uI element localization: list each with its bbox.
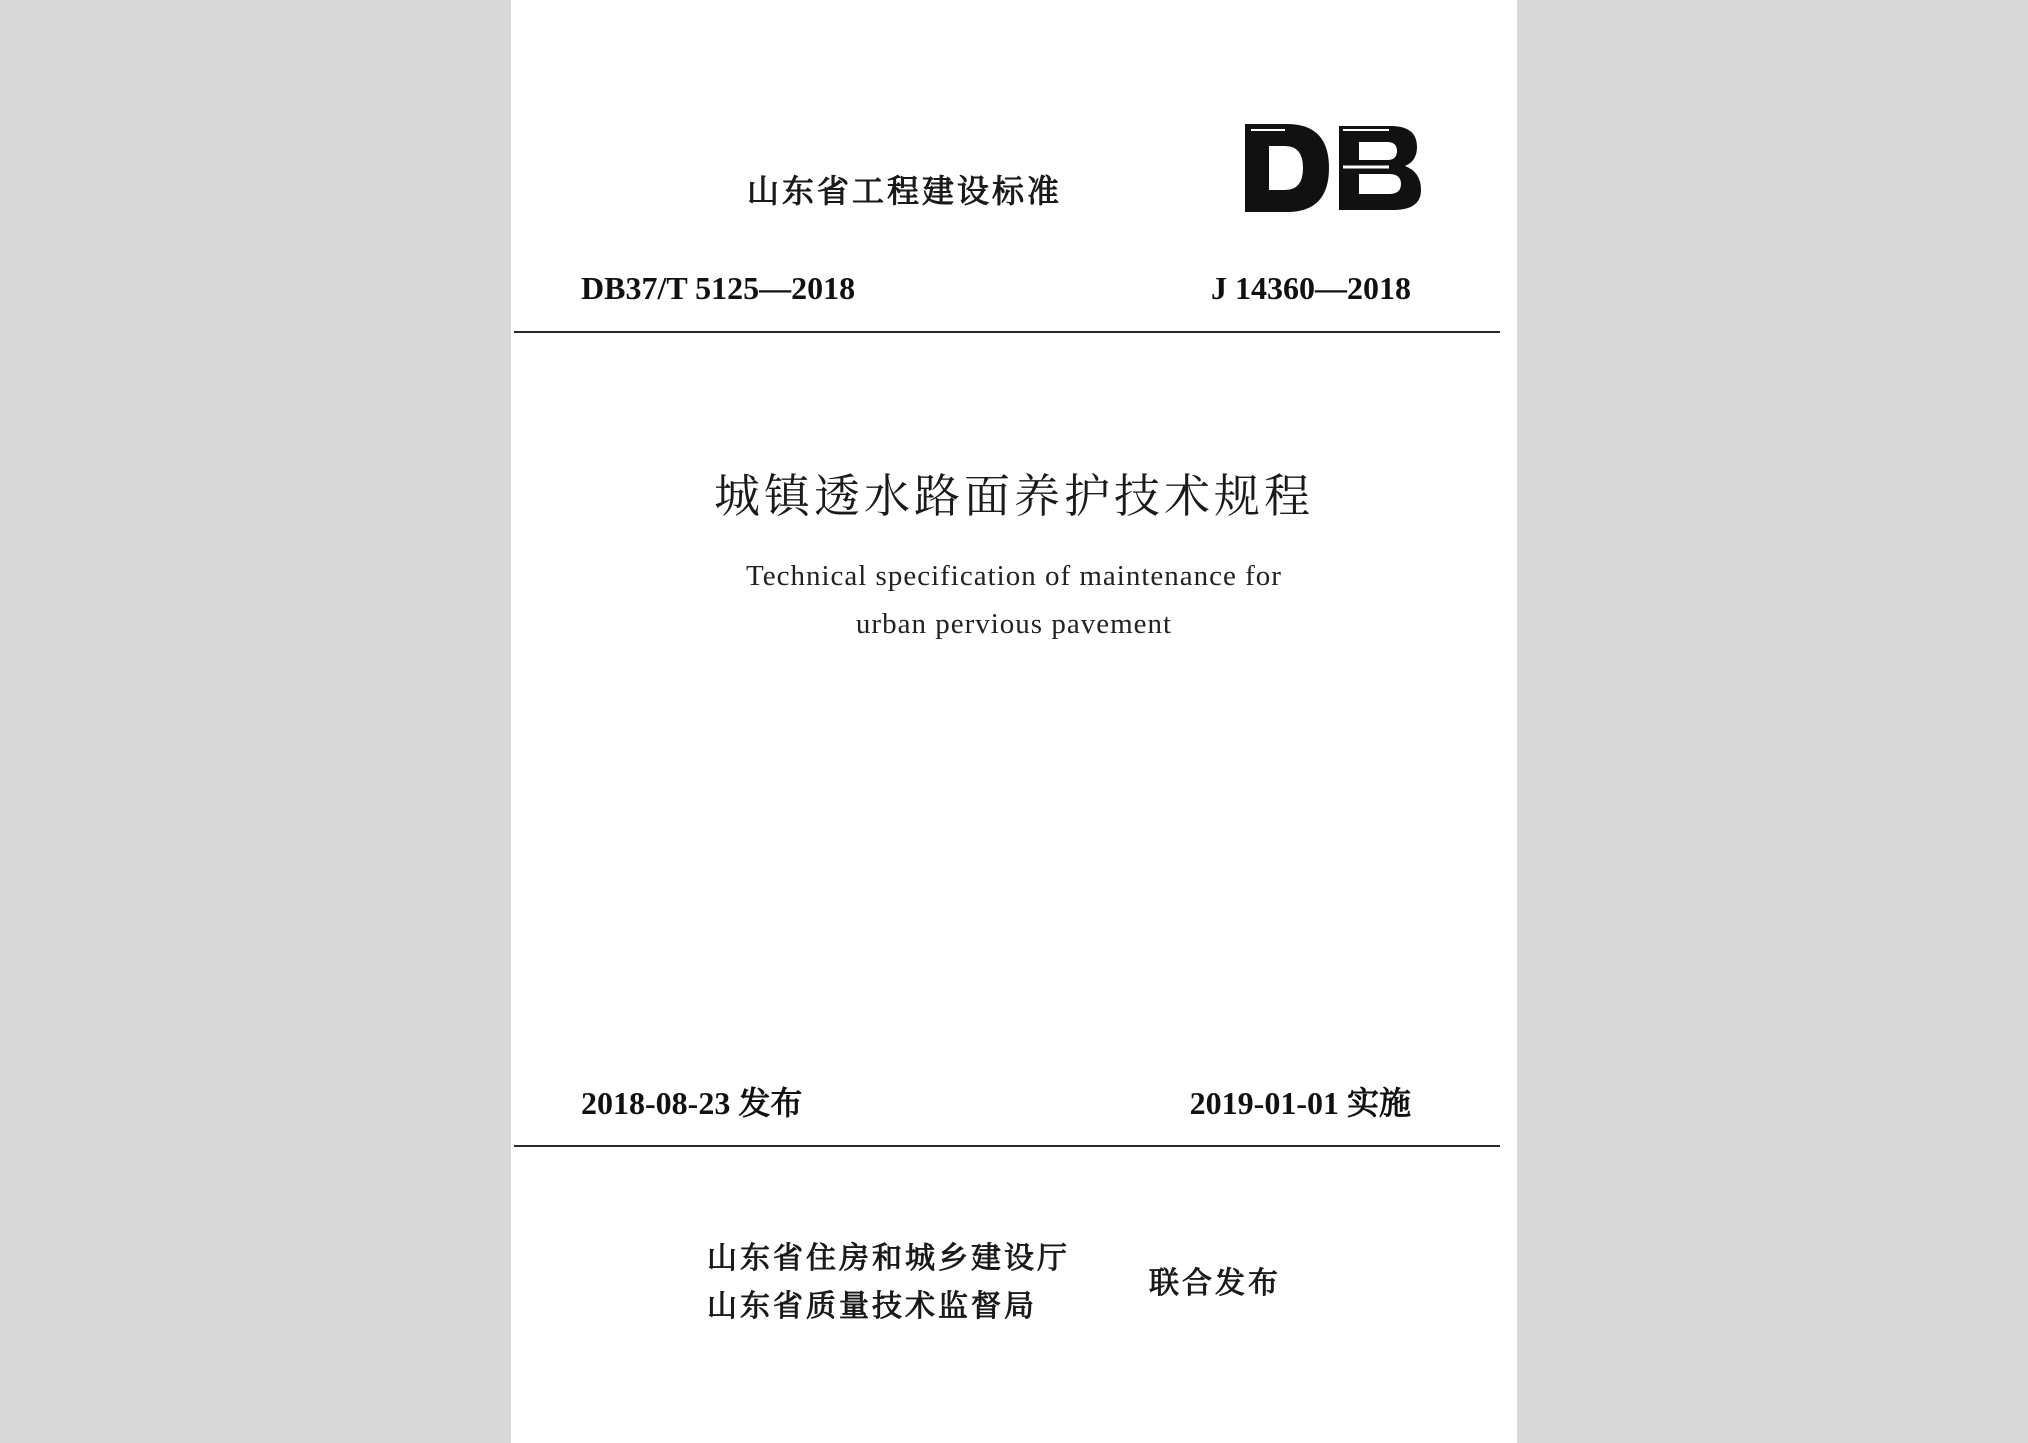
standard-number: DB37/T 5125—2018	[581, 270, 856, 306]
publisher-1: 山东省住房和城乡建设厅	[707, 1241, 1070, 1276]
document-page	[511, 0, 1517, 1443]
issuer-category: 山东省工程建设标准	[747, 172, 1063, 210]
document-title-english	[511, 552, 1517, 648]
joint-issue-label: 联合发布	[1149, 1266, 1281, 1301]
issue-date: 2018-08-23 发布	[581, 1085, 803, 1121]
english-title-line-1: Technical specification of maintenance for	[746, 560, 1282, 592]
bottom-divider	[514, 1145, 1500, 1147]
db-logo-icon	[1239, 120, 1427, 216]
document-title-chinese: 城镇透水路面养护技术规程	[714, 469, 1314, 523]
implementation-date: 2019-01-01 实施	[1189, 1085, 1411, 1121]
record-number: J 14360—2018	[1211, 270, 1411, 306]
publisher-2: 山东省质量技术监督局	[707, 1289, 1037, 1324]
english-title-line-2: urban pervious pavement	[855, 608, 1173, 640]
publishers	[707, 1235, 1070, 1331]
top-divider	[514, 331, 1500, 333]
